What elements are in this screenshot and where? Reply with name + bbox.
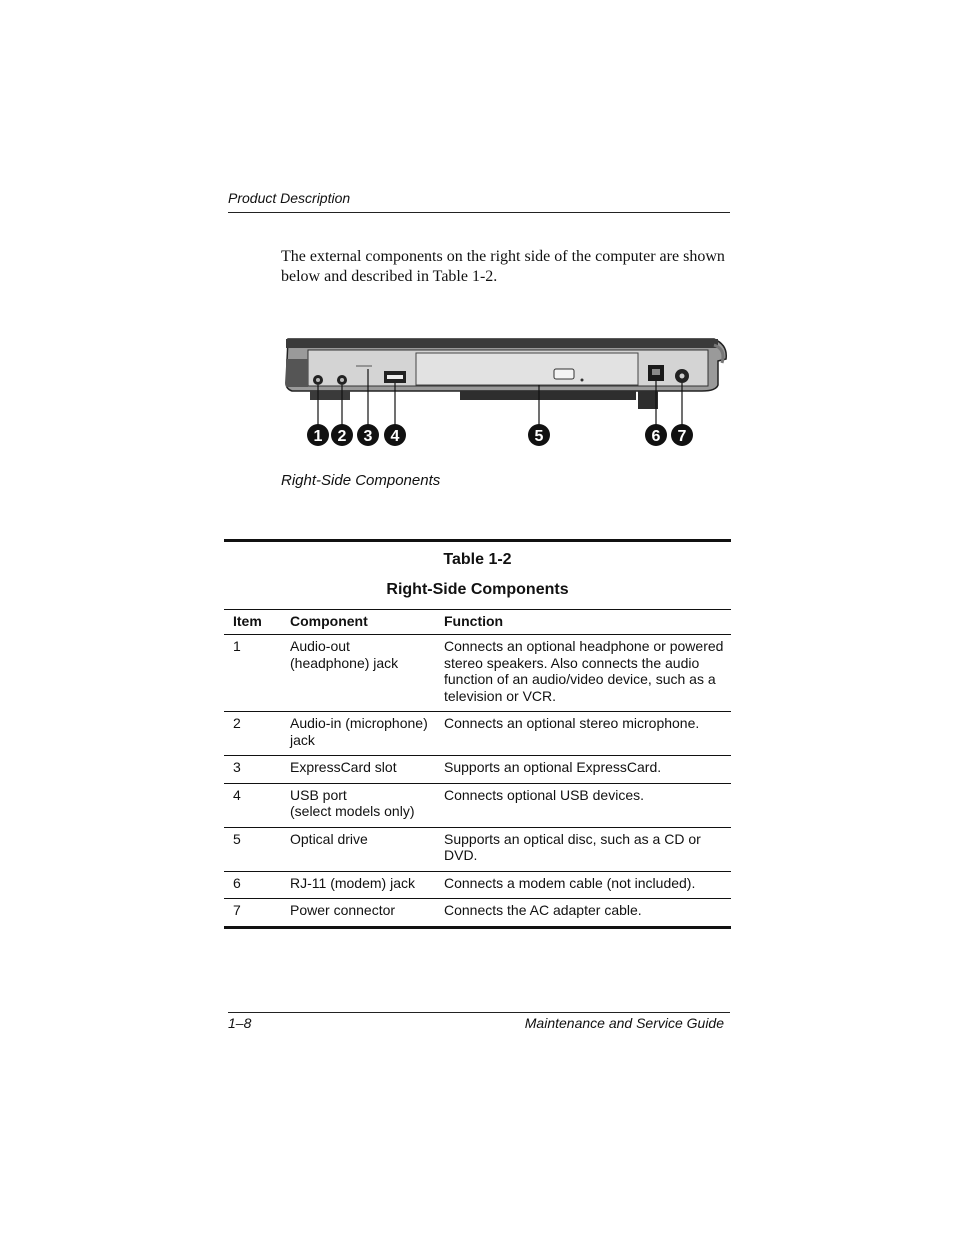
table-row — [224, 756, 731, 784]
svg-text:6: 6 — [651, 428, 661, 445]
row-component: Audio-in (microphone) jack — [281, 712, 435, 756]
row-function: Supports an optional ExpressCard. — [435, 756, 731, 784]
components-table-section — [224, 539, 731, 929]
row-item: 6 — [224, 871, 281, 899]
row-function: Connects an optional headphone or powered stereo speakers. Also connects the audio function of an audio/video device, such as a television or VCR. — [435, 635, 731, 712]
components-table — [224, 609, 731, 929]
table-row — [224, 827, 731, 871]
callout-5 — [528, 424, 550, 446]
table-row — [224, 871, 731, 899]
row-function: Connects an optional stereo microphone. — [435, 712, 731, 756]
table-row — [224, 712, 731, 756]
table-row — [224, 899, 731, 928]
intro-paragraph: The external components on the right side of the computer are shown below and described in Table 1-2. — [281, 248, 725, 285]
page-header — [228, 190, 730, 213]
row-component: Power connector — [281, 899, 435, 928]
row-function: Connects a modem cable (not included). — [435, 871, 731, 899]
row-item: 5 — [224, 827, 281, 871]
row-component: RJ-11 (modem) jack — [281, 871, 435, 899]
svg-text:2: 2 — [337, 428, 347, 445]
table-title: Table 1-2 — [443, 551, 512, 568]
callout-2 — [331, 424, 353, 446]
page-footer — [228, 1012, 730, 1033]
row-item: 1 — [224, 635, 281, 712]
svg-text:3: 3 — [363, 428, 373, 445]
guide-title: Maintenance and Service Guide — [524, 1015, 724, 1031]
table-subtitle: Right-Side Components — [386, 581, 569, 598]
row-item: 2 — [224, 712, 281, 756]
column-header-item: Item — [224, 610, 281, 635]
section-title: Product Description — [228, 190, 351, 206]
row-item: 3 — [224, 756, 281, 784]
svg-text:1: 1 — [313, 428, 323, 445]
row-component: Audio-out (headphone) jack — [281, 635, 435, 712]
callout-7 — [671, 424, 693, 446]
table-row — [224, 783, 731, 827]
svg-text:4: 4 — [390, 428, 400, 445]
row-item: 7 — [224, 899, 281, 928]
row-function: Supports an optical disc, such as a CD or DVD. — [435, 827, 731, 871]
column-header-function: Function — [435, 610, 731, 635]
callout-4 — [384, 424, 406, 446]
column-header-component: Component — [281, 610, 435, 635]
row-component: Optical drive — [281, 827, 435, 871]
laptop-right-side-illustration — [282, 333, 730, 448]
row-item: 4 — [224, 783, 281, 827]
row-component: ExpressCard slot — [281, 756, 435, 784]
callout-1 — [307, 424, 329, 446]
figure-caption: Right-Side Components — [281, 472, 441, 489]
table-row — [224, 635, 731, 712]
callout-6 — [645, 424, 667, 446]
page-number: 1–8 — [228, 1015, 252, 1031]
callout-3 — [357, 424, 379, 446]
table-header-row — [224, 610, 731, 635]
svg-text:5: 5 — [534, 428, 544, 445]
row-function: Connects the AC adapter cable. — [435, 899, 731, 928]
row-function: Connects optional USB devices. — [435, 783, 731, 827]
laptop-body — [286, 339, 726, 409]
svg-text:7: 7 — [677, 428, 687, 445]
row-component: USB port (select models only) — [281, 783, 435, 827]
